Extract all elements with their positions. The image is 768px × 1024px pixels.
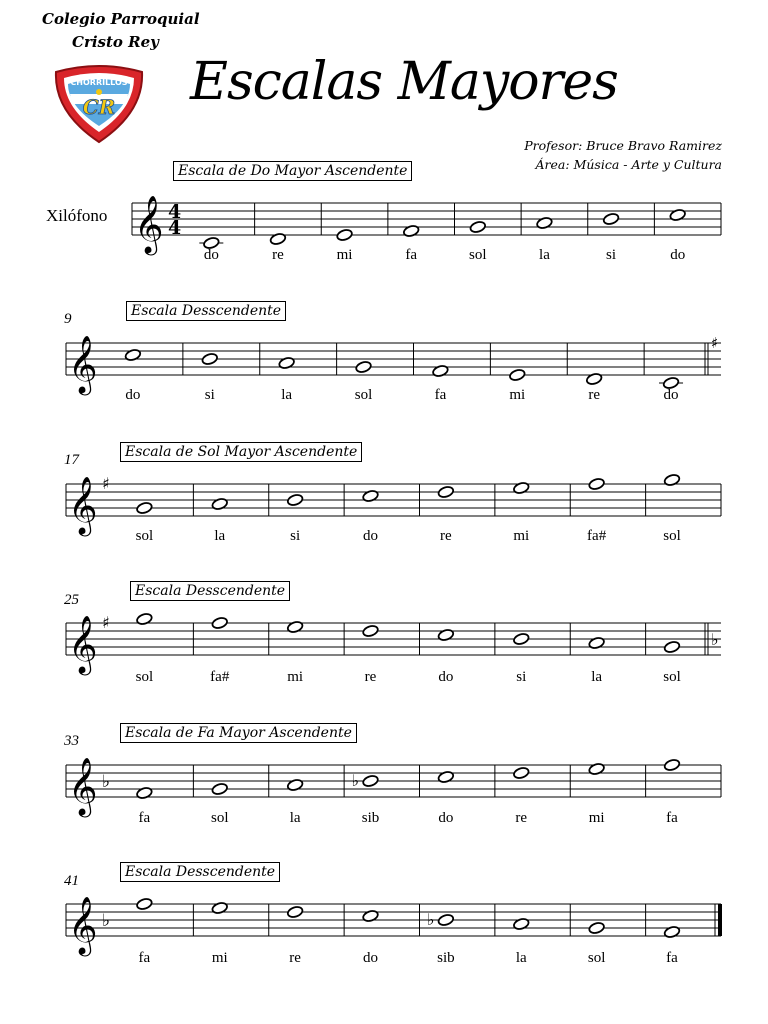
scale-label: Escala Desscendente — [120, 862, 280, 882]
solfege-syllable: sol — [469, 247, 487, 263]
key-signature-flat-icon: ♭ — [102, 772, 111, 792]
scale-label: Escala de Fa Mayor Ascendente — [120, 723, 357, 743]
flat-accidental-icon: ♭ — [351, 771, 360, 790]
whole-note — [663, 925, 680, 938]
scale-label: Escala Desscendente — [126, 301, 286, 321]
whole-note — [211, 782, 228, 795]
solfege-syllable: mi — [513, 528, 530, 544]
whole-note — [287, 778, 304, 791]
solfege-syllable: sib — [437, 950, 455, 966]
whole-note — [437, 913, 454, 926]
solfege-syllable: sol — [587, 950, 606, 966]
key-signature-sharp-icon: ♯ — [102, 474, 110, 493]
school-subname: Cristo Rey — [72, 33, 159, 51]
whole-note — [513, 917, 530, 930]
solfege-syllable: mi — [588, 810, 605, 826]
whole-note — [588, 636, 605, 649]
whole-note — [513, 481, 530, 494]
whole-note — [362, 489, 379, 502]
instrument-name: Xilófono — [46, 206, 108, 225]
logo-text-top: CHORRILLOS — [70, 78, 128, 87]
solfege-syllable: fa — [434, 387, 447, 403]
measure-number: 9 — [64, 311, 72, 327]
whole-note — [136, 897, 153, 910]
whole-note — [287, 905, 304, 918]
treble-clef-icon: 𝄞 — [134, 195, 164, 253]
solfege-syllable: re — [272, 247, 284, 263]
solfege-syllable: re — [289, 950, 301, 966]
solfege-syllable: sol — [663, 528, 681, 544]
solfege-syllable: mi — [336, 247, 353, 263]
treble-clef-icon: 𝄞 — [68, 335, 98, 393]
whole-note — [211, 616, 228, 629]
logo-monogram: CR — [82, 95, 116, 119]
whole-note — [586, 372, 603, 385]
measure-number: 25 — [64, 592, 79, 608]
whole-note — [403, 224, 420, 237]
solfege-syllable: la — [214, 528, 226, 544]
whole-note — [588, 762, 605, 775]
solfege-syllable: si — [516, 669, 527, 685]
key-signature-sharp-icon: ♯ — [102, 613, 110, 632]
whole-note — [588, 921, 605, 934]
whole-note — [355, 360, 372, 373]
solfege-syllable: re — [440, 528, 452, 544]
whole-note — [663, 758, 680, 771]
whole-note — [136, 501, 153, 514]
whole-note — [663, 473, 680, 486]
solfege-syllable: sib — [361, 810, 380, 826]
solfege-syllable: do — [663, 387, 679, 403]
solfege-syllable: re — [588, 387, 600, 403]
solfege-syllable: sol — [135, 528, 154, 544]
whole-note — [278, 356, 295, 369]
solfege-syllable: do — [125, 387, 141, 403]
solfege-syllable: do — [438, 669, 454, 685]
whole-note — [437, 770, 454, 783]
solfege-syllable: do — [438, 810, 454, 826]
solfege-syllable: do — [363, 950, 378, 966]
whole-note — [513, 632, 530, 645]
solfege-syllable: re — [364, 669, 377, 685]
whole-note — [469, 220, 486, 233]
solfege-syllable: si — [606, 247, 617, 263]
staff — [0, 460, 768, 540]
treble-clef-icon: 𝄞 — [68, 757, 98, 815]
whole-note — [136, 786, 153, 799]
whole-note — [588, 477, 605, 490]
whole-note — [287, 620, 304, 633]
scale-label: Escala de Do Mayor Ascendente — [173, 161, 412, 181]
whole-note — [437, 628, 454, 641]
whole-note — [669, 208, 686, 221]
key-signature-flat-icon: ♭ — [102, 911, 111, 931]
solfege-syllable: fa — [138, 950, 151, 966]
whole-note — [362, 909, 379, 922]
solfege-syllable: mi — [211, 950, 228, 966]
staff — [0, 880, 768, 960]
solfege-syllable: do — [670, 247, 686, 263]
treble-clef-icon: 𝄞 — [68, 476, 98, 534]
whole-note — [603, 212, 620, 225]
measure-number: 41 — [64, 873, 79, 889]
solfege-syllable: si — [290, 528, 301, 544]
staff — [0, 319, 768, 399]
solfege-syllable: la — [289, 810, 301, 826]
solfege-syllable: do — [203, 247, 219, 263]
solfege-syllable: fa — [138, 810, 151, 826]
whole-note — [513, 766, 530, 779]
solfege-syllable: fa# — [587, 528, 607, 544]
flat-accidental-icon: ♭ — [426, 910, 435, 929]
whole-note — [211, 901, 228, 914]
whole-note — [124, 348, 141, 361]
scale-label: Escala de Sol Mayor Ascendente — [120, 442, 362, 462]
solfege-syllable: la — [539, 247, 550, 263]
whole-note — [362, 624, 379, 637]
solfege-syllable: re — [515, 810, 528, 826]
measure-number: 33 — [64, 733, 79, 749]
solfege-syllable: do — [363, 528, 378, 544]
whole-note — [269, 232, 286, 245]
solfege-syllable: la — [281, 387, 293, 403]
treble-clef-icon: 𝄞 — [68, 615, 98, 673]
solfege-syllable: si — [204, 387, 215, 403]
whole-note — [211, 497, 228, 510]
whole-note — [336, 228, 353, 241]
time-signature-top: 4 — [168, 201, 182, 223]
key-change-sharp-icon: ♯ — [711, 334, 719, 352]
treble-clef-icon: 𝄞 — [68, 896, 98, 954]
key-change-flat-icon: ♭ — [711, 630, 719, 649]
final-barline-thick — [718, 904, 722, 936]
measure-number: 17 — [64, 452, 79, 468]
solfege-syllable: mi — [287, 669, 304, 685]
solfege-syllable: la — [515, 950, 527, 966]
whole-note — [136, 612, 153, 625]
solfege-syllable: sol — [135, 669, 154, 685]
school-name: Colegio Parroquial — [42, 10, 200, 28]
time-signature-bottom: 4 — [168, 217, 182, 239]
school-crest-logo — [50, 62, 148, 144]
solfege-syllable: la — [591, 669, 603, 685]
staff — [0, 599, 768, 679]
staff — [0, 179, 768, 259]
solfege-syllable: mi — [509, 387, 526, 403]
scale-label: Escala Desscendente — [130, 581, 290, 601]
solfege-syllable: sol — [354, 387, 373, 403]
whole-note — [536, 216, 553, 229]
area-credit: Área: Música - Arte y Cultura — [535, 157, 722, 172]
whole-note — [287, 493, 304, 506]
solfege-syllable: fa — [666, 810, 678, 826]
solfege-syllable: fa — [405, 247, 418, 263]
whole-note — [663, 640, 680, 653]
teacher-credit: Profesor: Bruce Bravo Ramirez — [524, 138, 722, 153]
whole-note — [362, 774, 379, 787]
solfege-syllable: fa — [666, 950, 678, 966]
whole-note — [201, 352, 218, 365]
whole-note — [432, 364, 449, 377]
solfege-syllable: sol — [663, 669, 681, 685]
whole-note — [437, 485, 454, 498]
whole-note — [509, 368, 526, 381]
solfege-syllable: sol — [210, 810, 229, 826]
page-title: Escalas Mayores — [190, 52, 618, 112]
solfege-syllable: fa# — [210, 669, 230, 685]
staff — [0, 741, 768, 821]
